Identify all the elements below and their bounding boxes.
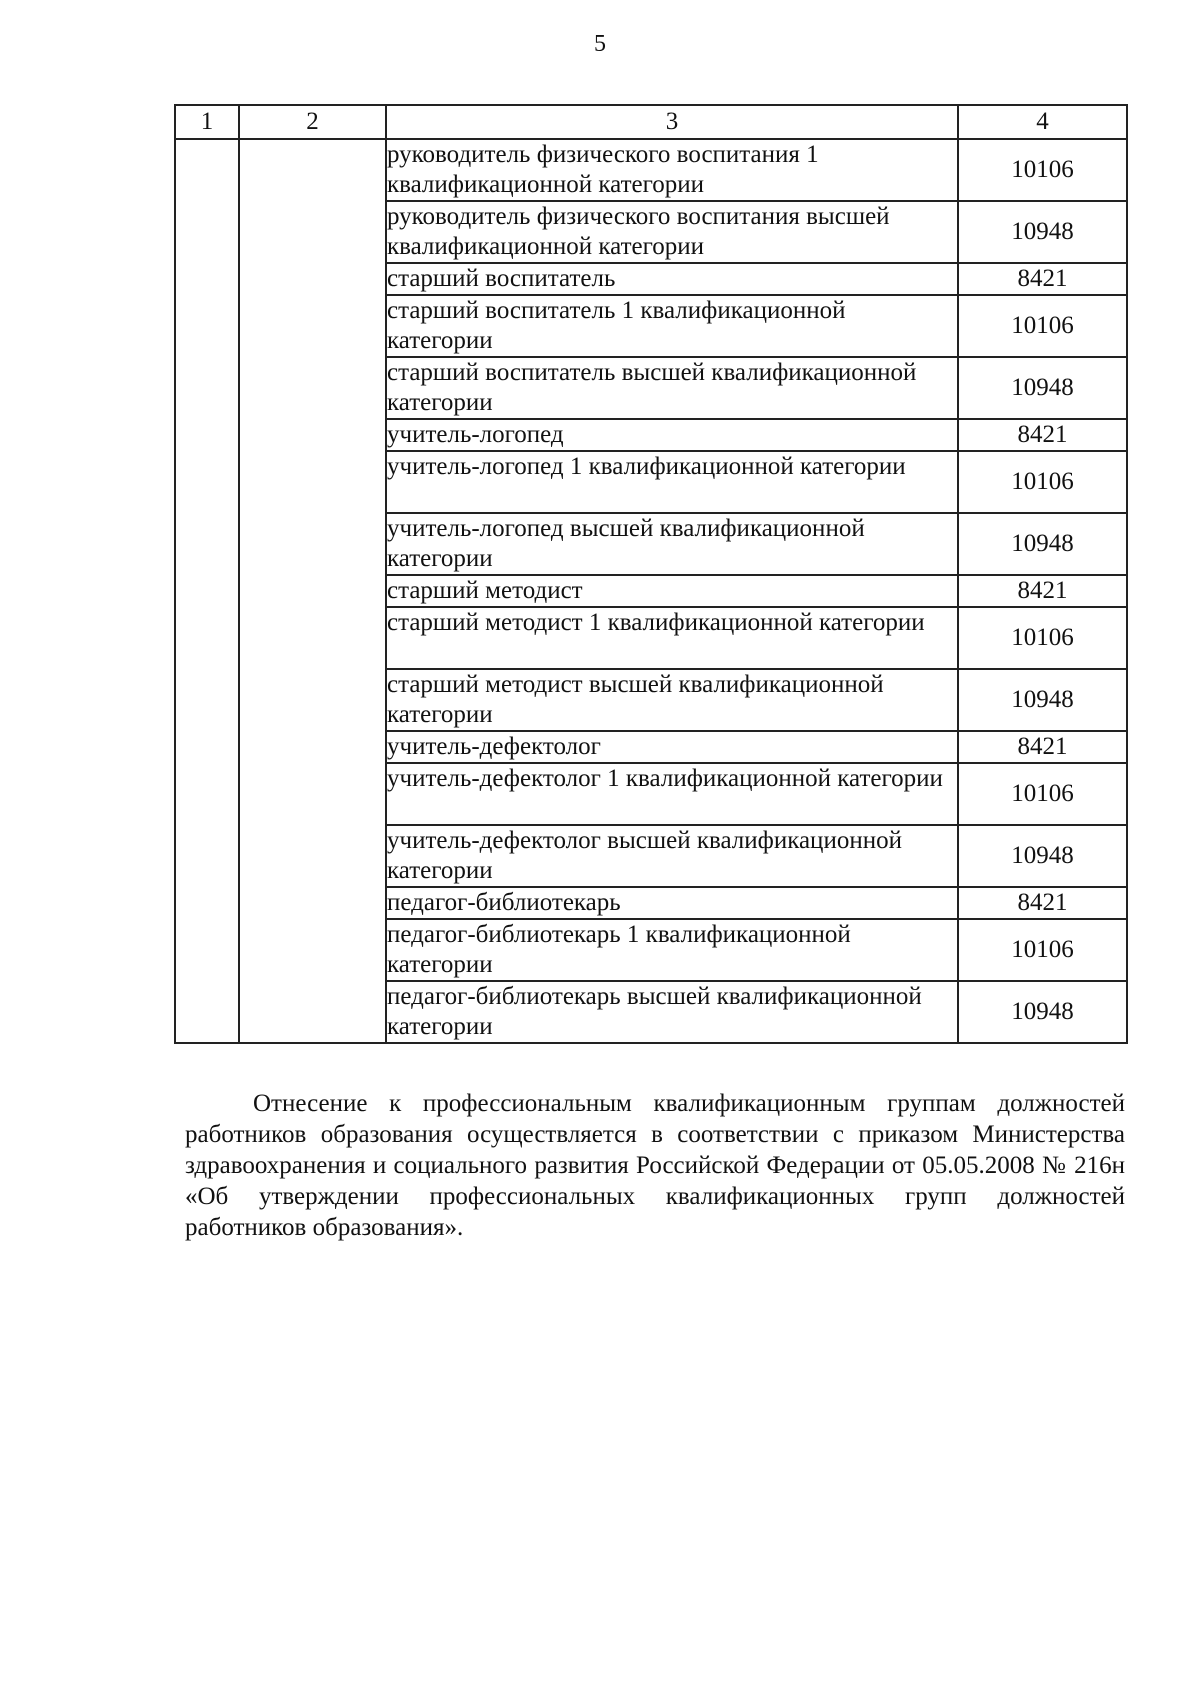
position-name-cell: педагог-библиотекарь xyxy=(386,887,958,919)
table-row xyxy=(175,139,1127,201)
salary-value-cell: 10948 xyxy=(958,513,1127,575)
page-number: 5 xyxy=(594,31,606,57)
position-name-cell: учитель-дефектолог 1 квалификационной категории xyxy=(386,763,958,825)
position-name-cell: старший методист xyxy=(386,575,958,607)
salary-value-cell: 10106 xyxy=(958,451,1127,513)
salary-value-cell: 10106 xyxy=(958,139,1127,201)
salary-value-cell: 8421 xyxy=(958,263,1127,295)
salary-value-cell: 10948 xyxy=(958,357,1127,419)
column-header-4: 4 xyxy=(958,105,1127,139)
position-name-cell: учитель-логопед xyxy=(386,419,958,451)
salary-value-cell: 10106 xyxy=(958,763,1127,825)
position-name-cell: старший воспитатель 1 квалификационной категории xyxy=(386,295,958,357)
position-name-cell: старший воспитатель xyxy=(386,263,958,295)
salary-value-cell: 10948 xyxy=(958,201,1127,263)
position-name-cell: руководитель физического воспитания высшей квалификационной категории xyxy=(386,201,958,263)
salary-value-cell: 10948 xyxy=(958,825,1127,887)
salary-value-cell: 10948 xyxy=(958,669,1127,731)
salary-value-cell: 10106 xyxy=(958,295,1127,357)
table-header-row xyxy=(175,105,1127,139)
position-name-cell: учитель-логопед высшей квалификационной категории xyxy=(386,513,958,575)
position-name-cell: учитель-логопед 1 квалификационной категории xyxy=(386,451,958,513)
position-salary-table xyxy=(174,104,1128,1044)
column-header-1: 1 xyxy=(175,105,239,139)
position-name-cell: старший воспитатель высшей квалификационной категории xyxy=(386,357,958,419)
note-paragraph: Отнесение к профессиональным квалификационным группам должностей работников образования осуществляется в соответствии с приказом Министерства здравоохранения и социального развития Российской Федерации от 05.05.2008 № 216н «Об утверждении профессиональных квалификационных групп должностей работников образования». xyxy=(185,1090,1125,1241)
column-2-merged-cell xyxy=(239,139,386,1043)
position-name-cell: старший методист 1 квалификационной категории xyxy=(386,607,958,669)
salary-value-cell: 10106 xyxy=(958,919,1127,981)
position-name-cell: старший методист высшей квалификационной категории xyxy=(386,669,958,731)
position-name-cell: педагог-библиотекарь 1 квалификационной категории xyxy=(386,919,958,981)
position-name-cell: педагог-библиотекарь высшей квалификационной категории xyxy=(386,981,958,1043)
salary-value-cell: 8421 xyxy=(958,419,1127,451)
column-1-merged-cell xyxy=(175,139,239,1043)
salary-value-cell: 10106 xyxy=(958,607,1127,669)
salary-value-cell: 8421 xyxy=(958,887,1127,919)
salary-value-cell: 8421 xyxy=(958,575,1127,607)
column-header-2: 2 xyxy=(239,105,386,139)
position-name-cell: руководитель физического воспитания 1 квалификационной категории xyxy=(386,139,958,201)
salary-value-cell: 10948 xyxy=(958,981,1127,1043)
salary-value-cell: 8421 xyxy=(958,731,1127,763)
position-name-cell: учитель-дефектолог высшей квалификационной категории xyxy=(386,825,958,887)
column-header-3: 3 xyxy=(386,105,958,139)
position-name-cell: учитель-дефектолог xyxy=(386,731,958,763)
